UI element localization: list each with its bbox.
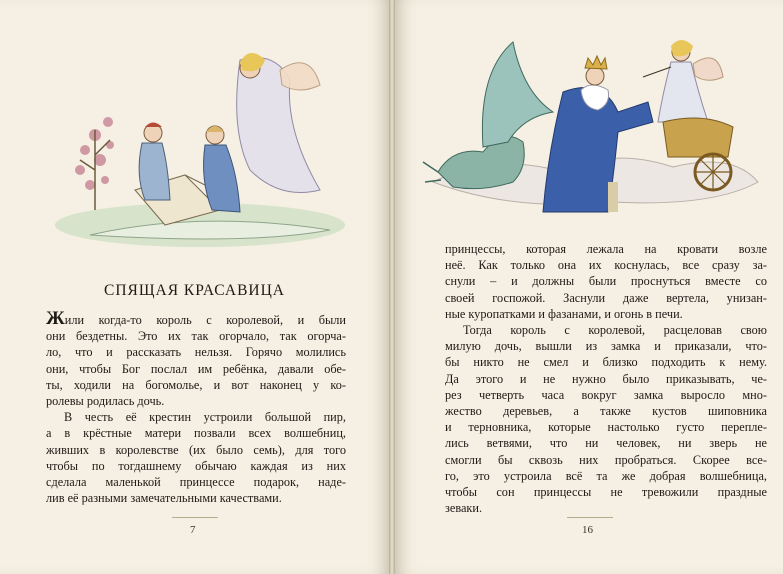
text-line-content: или когда-то король с королевой, и были — [64, 313, 346, 327]
text-line: смогли бы сквозь них пробраться. Скорее все- — [445, 452, 767, 467]
left-illustration — [50, 40, 350, 250]
text-line: жество деревьев, а также кустов шиповника — [445, 404, 767, 419]
text-line: снули – и должны были проснуться вместе со — [445, 274, 767, 289]
text-line: чтобы по тогдашнему обычаю каждая из них — [46, 458, 346, 473]
text-line: своей госпожой. Заснули даже вертела, унизан- — [445, 290, 767, 305]
text-line: а в крёстные матери позвали всех волшебниц, — [46, 426, 346, 441]
page-number: 7 — [190, 524, 196, 536]
left-page — [0, 0, 389, 574]
text-line — [46, 308, 346, 329]
drop-cap: Ж — [46, 308, 65, 329]
text-line: ло, что и рассказать нельзя. Горячо молились — [46, 345, 346, 360]
text-line: Да этого и не нужно было приказывать, че- — [445, 371, 767, 386]
text-line: ные куропатками и фазанами, и огонь в печи. — [445, 306, 683, 321]
fairy-and-children-illustration — [50, 40, 350, 250]
text-line: неё. Как только она их коснулась, все сразу за- — [445, 258, 767, 273]
folio-rule — [172, 517, 218, 518]
text-line: сделала маленькой принцессе подарок, наде- — [46, 475, 346, 490]
text-line: бы никто не смел и близко подходить к нему. — [445, 355, 767, 370]
text-line: лив её разными замечательными качествами. — [46, 491, 282, 506]
text-line: живших в королевстве (их было семь), для того — [46, 442, 346, 457]
text-line: рез четверть часа вокруг замка выросло мно- — [445, 387, 767, 402]
left-text-block — [46, 308, 346, 506]
page-number: 16 — [582, 524, 593, 536]
right-page — [395, 0, 783, 574]
text-line: принцессы, которая лежала на кровати возле — [445, 242, 767, 256]
text-line: они бездетны. Это их так огорчало, так огорча- — [46, 329, 346, 344]
folio-rule — [567, 517, 613, 518]
text-line: зеваки. — [445, 501, 483, 516]
text-line: милую дочь, вышли из замка и приказали, что- — [445, 339, 767, 354]
text-line: чтобы сон принцессы не тревожили праздные — [445, 485, 767, 500]
text-line: они, чтобы Бог послал им ребёнка, давали обе- — [46, 361, 346, 376]
text-line: лись ветвями, что ни человек, ни зверь не — [445, 436, 767, 451]
text-line: го, это устроила всё та же добрая волшебница, — [445, 468, 767, 483]
right-illustration — [413, 32, 763, 222]
text-line: В честь её крестин устроили большой пир, — [64, 410, 346, 425]
text-line: ролевы родилась дочь. — [46, 394, 165, 409]
text-line: ты, ходили на богомолье, и вот наконец у ко- — [46, 377, 346, 392]
right-text-block — [445, 241, 767, 516]
text-line: Тогда король с королевой, расцеловав свою — [463, 323, 767, 338]
story-title: СПЯЩАЯ КРАСАВИЦА — [104, 282, 285, 299]
king-dragon-chariot-illustration — [413, 32, 763, 222]
text-line: и терновника, которые настолько густо перепле- — [445, 420, 767, 435]
